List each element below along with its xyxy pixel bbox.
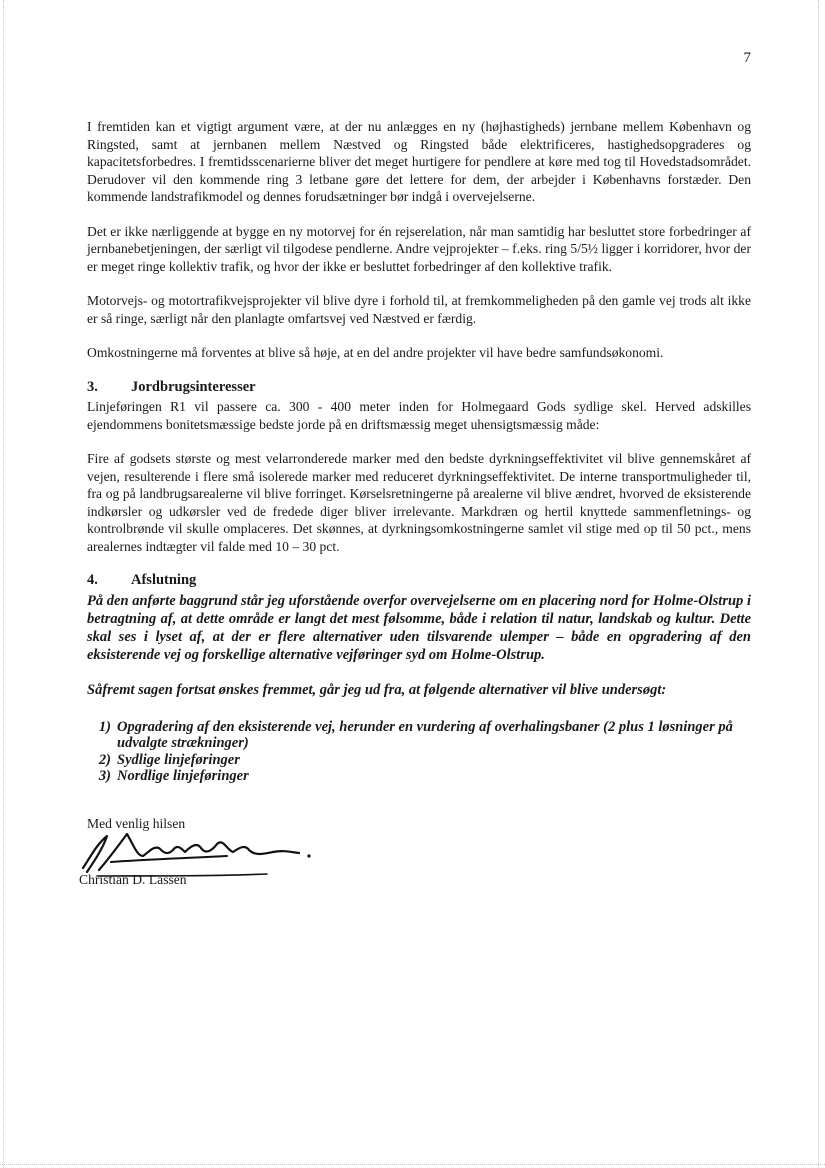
- list-item-text: Sydlige linjeføringer: [117, 751, 240, 768]
- alternatives-list: [87, 719, 751, 785]
- paragraph-fields: Fire af godsets største og mest velarronderede marker med den bedste dyrkningseffektivitet vil blive gennemskåret af vejen, resulterende i flere små isolerede marker med reduceret dyrkningseffektivitet. De interne transportmuligheder til, fra og på landbrugsarealerne vil blive forringet. Kørselsretningerne på arealerne vil blive ændret, hvorved de eksisterende indkørsler og udkørsler ved de fredede diger bliver irrelevante. Markdræn og hertil knyttede sammenfletnings- og kontrolbrønde vil skulle omplaceres. Det skønnes, at dyrkningsomkostningerne samlet vil stige med op til 50 pct., mens arealernes indtægter vil falde med 10 – 30 pct.: [87, 451, 751, 554]
- paragraph-rail-argument: I fremtiden kan et vigtigt argument være, at der nu anlægges en ny (højhastigheds) jernbane mellem København og Ringsted, samt at jernbanen mellem Næstved og Ringsted både elektrificeres, hastighedsopgraderes og kapacitetsforbedres. I fremtidsscenarierne bliver det meget hurtigere for pendlere at køre med tog til Hovedstadsområdet. Derudover vil den kommende ring 3 letbane gøre det lettere for dem, der arbejder i Københavns forstæder. Den kommende landstrafikmodel og dennes forudsætninger bør indgå i overvejelserne.: [87, 119, 751, 204]
- list-item-text: Opgradering af den eksisterende vej, herunder en vurdering af overhalingsbaner (2 plus 1 løsninger på udvalgte strækninger): [117, 718, 733, 751]
- signature-block: [79, 834, 347, 894]
- list-item-text: Nordlige linjeføringer: [117, 768, 249, 784]
- list-item-number: 2): [98, 751, 111, 768]
- list-item-number: 1): [98, 718, 111, 735]
- emphasis-paragraph-alternatives: Såfremt sagen fortsat ønskes fremmet, går jeg ud fra, at følgende alternativer vil blive undersøgt:: [87, 681, 667, 698]
- section-number: 4.: [87, 572, 98, 588]
- section-title: Afslutning: [131, 572, 197, 588]
- paragraph-route-r1: Linjeføringen R1 vil passere ca. 300 - 400 meter inden for Holmegaard Gods sydlige skel. Herved adskilles ejendommens bonitetsmæssige bedste jorde på en driftsmæssig meget uhensigtsmæssig måde:: [87, 399, 751, 432]
- paragraph-costs: Omkostningerne må forventes at blive så høje, at en del andre projekter vil have bedre samfundsøkonomi.: [87, 345, 664, 360]
- scan-edge-left: [3, 0, 4, 1168]
- scan-edge-right: [818, 0, 819, 1168]
- emphasis-paragraph-background: På den anførte baggrund står jeg uforstående overfor overvejelserne om en placering nord for Holme-Olstrup i betragtning af, at dette område er langt det mest følsomme, både i relation til natur, landskab og kultur. Dette skal ses i lyset af, at der er flere alternativer uden tilsvarende ulemper – både en opgradering af den eksisterende vej og forskellige alternative vejføringer syd om Holme-Olstrup.: [87, 592, 751, 663]
- section-number: 3.: [87, 378, 98, 395]
- letter-body: [79, 118, 751, 894]
- list-item: [87, 752, 751, 769]
- section-title: Jordbrugsinteresser: [131, 378, 256, 395]
- list-item: [87, 768, 751, 785]
- section-heading-4: [87, 572, 751, 590]
- paragraph-cost-projects: Motorvejs- og motortrafikvejsprojekter vil blive dyre i forhold til, at fremkommeligheden på den gamle vej trods alt ikke er så ringe, særligt når den planlagte omfartsvej ved Næstved er færdig.: [87, 293, 751, 326]
- paragraph-motorway-relation: Det er ikke nærliggende at bygge en ny motorvej for én rejserelation, når man samtidig har besluttet store forbedringer af jernbanebetjeningen, der særligt vil tilgodese pendlerne. Andre vejprojekter – f.eks. ring 5/5½ ligger i korridorer, hvor der er meget ringe kollektiv trafik, og hvor der ikke er besluttet forbedringer af den kollektive trafik.: [87, 223, 751, 274]
- section-heading-3: [87, 379, 751, 397]
- list-item-number: 3): [98, 768, 111, 784]
- page-number: 7: [743, 50, 751, 66]
- signer-name: Christian D. Lassen: [79, 872, 187, 887]
- scan-edge-bottom: [0, 1164, 825, 1165]
- closing-greeting: Med venlig hilsen: [87, 815, 186, 831]
- list-item: [87, 719, 751, 752]
